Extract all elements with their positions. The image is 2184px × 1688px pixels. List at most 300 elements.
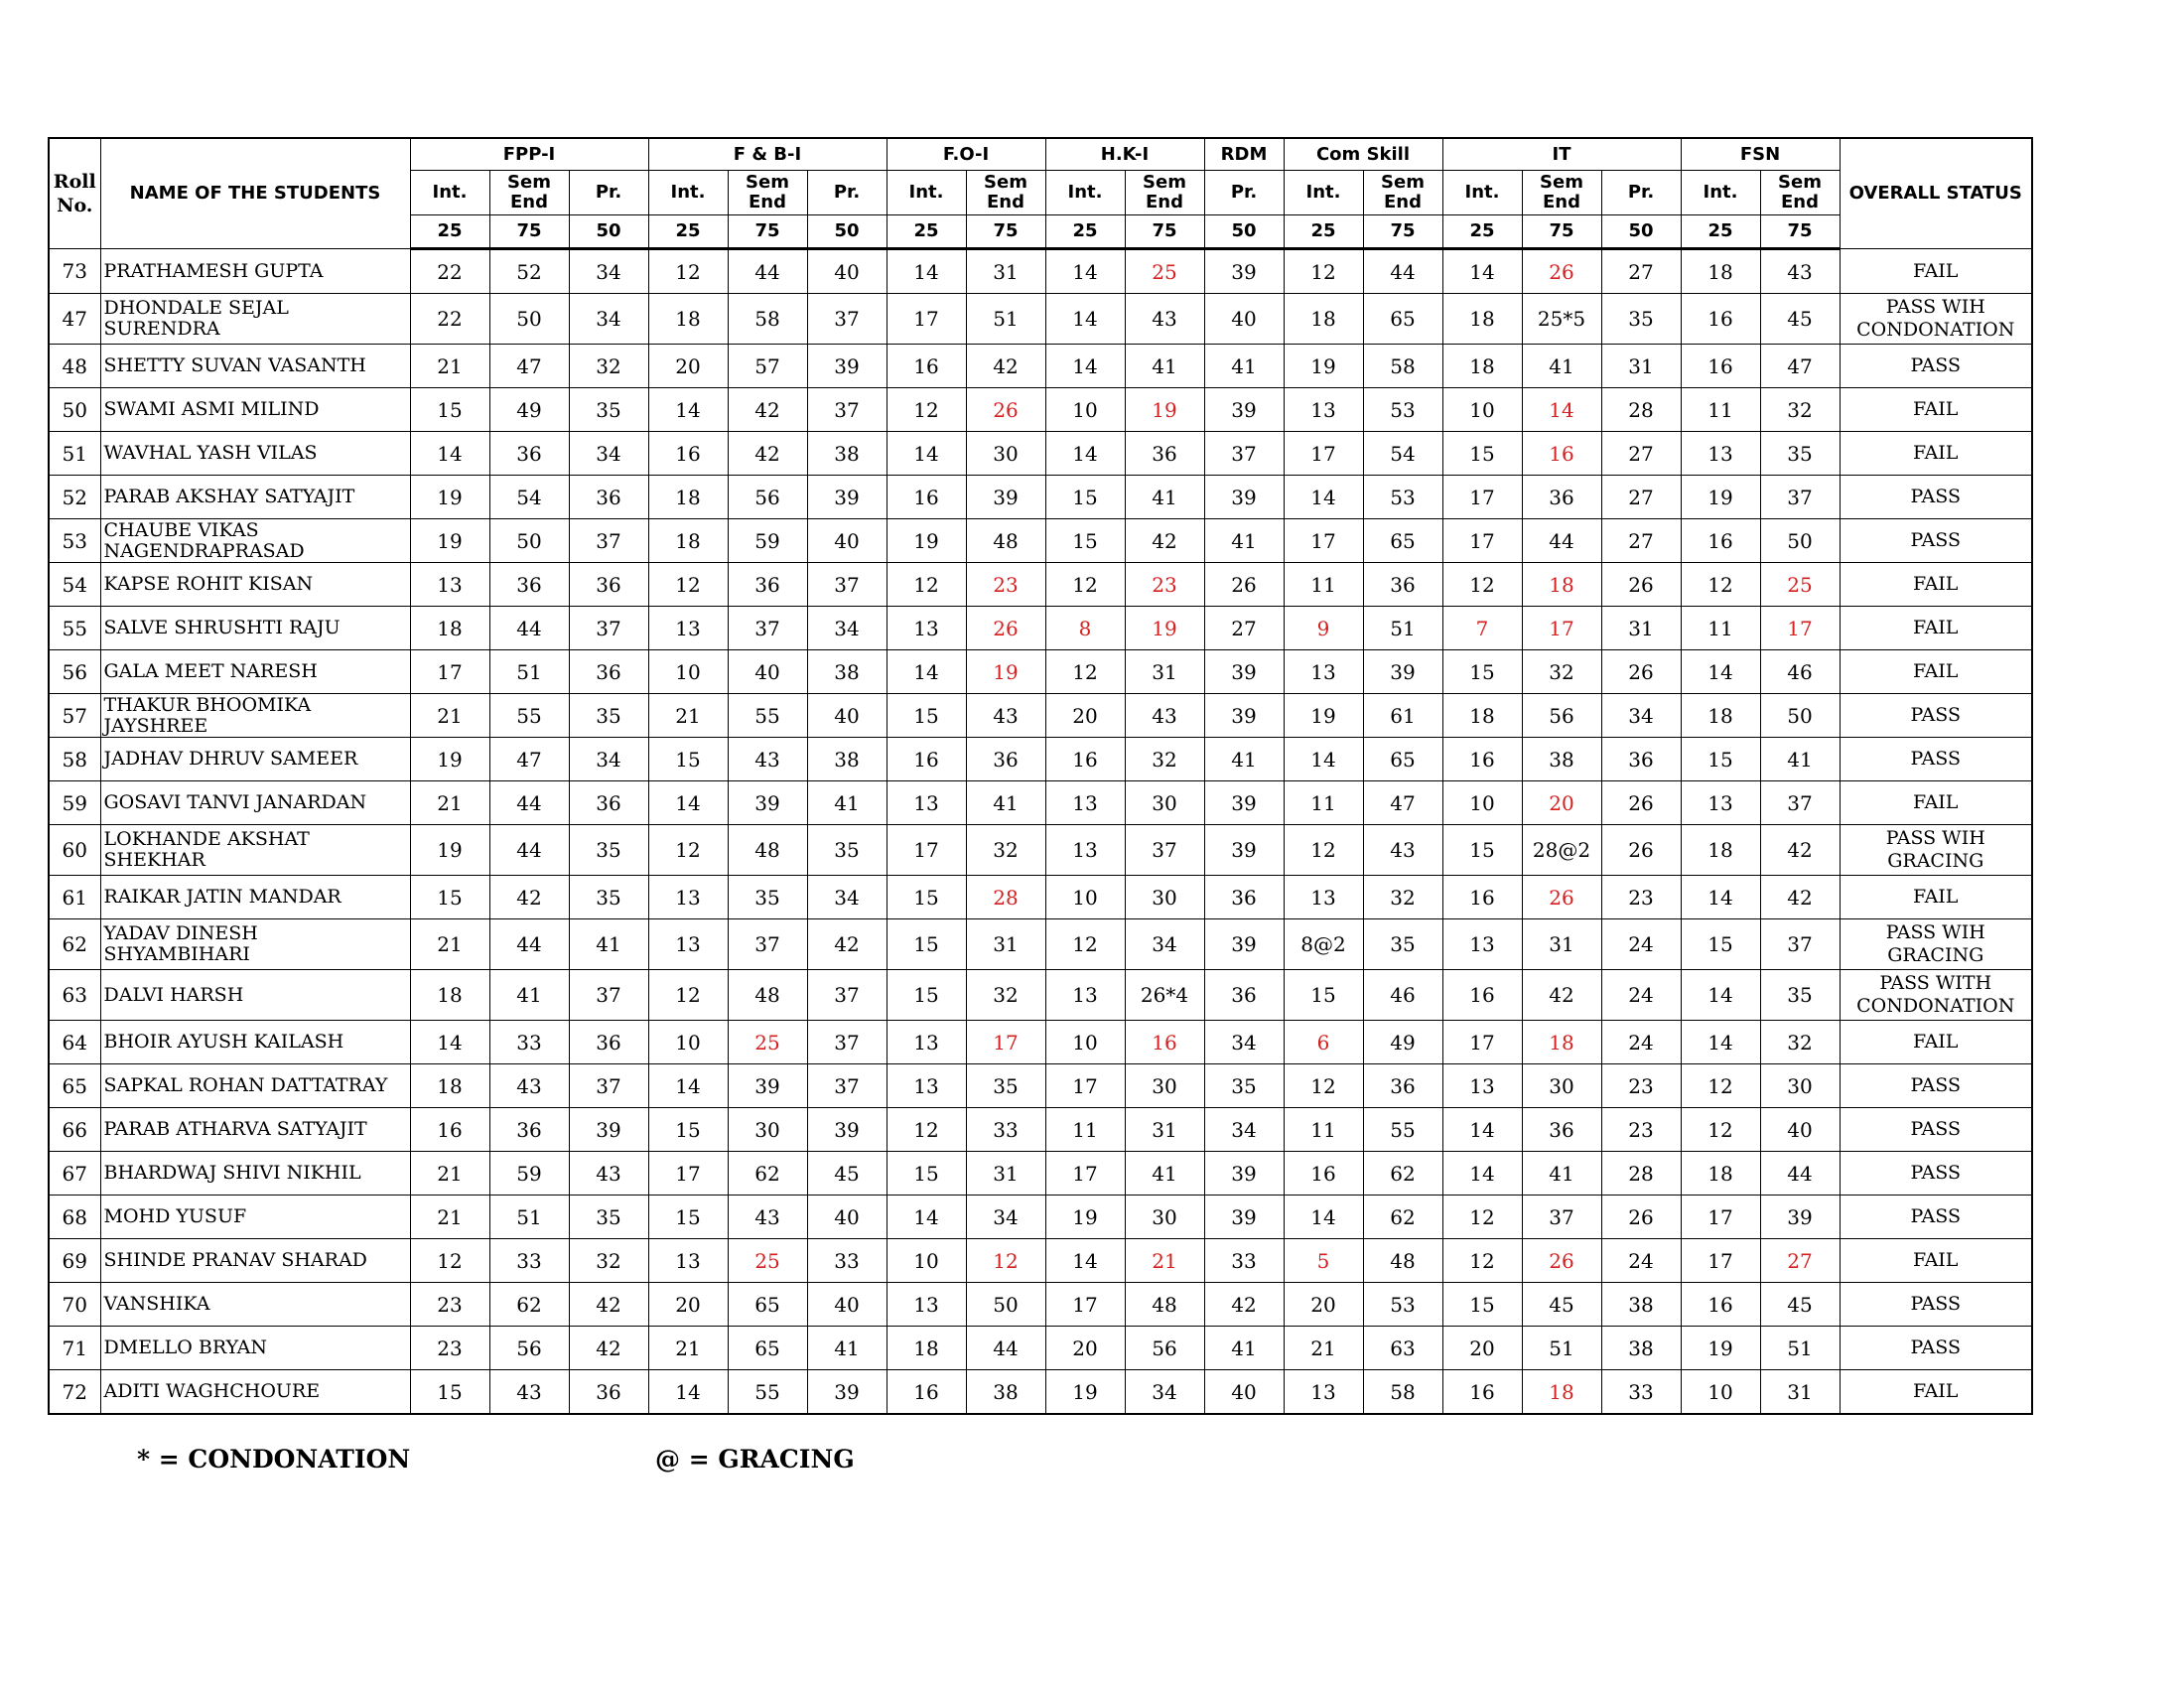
roll-no-cell: 48	[49, 345, 100, 388]
mark-cell: 20	[1045, 694, 1125, 738]
student-name-cell: SHETTY SUVAN VASANTH	[100, 345, 410, 388]
mark-cell: 40	[728, 650, 807, 694]
mark-cell: 17	[887, 294, 966, 345]
mark-cell: 12	[1284, 825, 1363, 876]
mark-cell: 35	[1760, 970, 1840, 1021]
mark-cell: 33	[966, 1108, 1045, 1152]
mark-cell: 18	[648, 294, 728, 345]
overall-status-cell: PASS	[1840, 738, 2032, 781]
roll-no-cell: 73	[49, 249, 100, 294]
mark-cell: 35	[807, 825, 887, 876]
mark-cell: 38	[1601, 1327, 1681, 1370]
mark-cell: 14	[887, 1196, 966, 1239]
mark-cell: 65	[1363, 519, 1442, 563]
mark-cell: 17	[1442, 519, 1522, 563]
mark-cell: 19	[1681, 476, 1760, 519]
student-name-cell: THAKUR BHOOMIKA JAYSHREE	[100, 694, 410, 738]
mark-cell: 10	[887, 1239, 966, 1283]
mark-cell: 26	[1522, 876, 1601, 919]
mark-cell: 14	[887, 650, 966, 694]
mark-cell: 39	[728, 1064, 807, 1108]
mark-cell: 58	[1363, 1370, 1442, 1415]
mark-cell: 58	[1363, 345, 1442, 388]
student-name-cell: DHONDALE SEJAL SURENDRA	[100, 294, 410, 345]
mark-cell: 10	[1442, 388, 1522, 432]
mark-cell: 34	[966, 1196, 1045, 1239]
mark-cell: 27	[1601, 432, 1681, 476]
table-row	[49, 249, 2032, 294]
mark-cell: 36	[1363, 563, 1442, 607]
mark-cell: 23	[1125, 563, 1204, 607]
mark-cell: 36	[489, 1108, 569, 1152]
mark-cell: 41	[1125, 1152, 1204, 1196]
max-marks-header: 50	[807, 215, 887, 249]
mark-cell: 13	[648, 876, 728, 919]
mark-cell: 15	[648, 1108, 728, 1152]
mark-cell: 12	[648, 825, 728, 876]
component-header-f-b-i-pr: Pr.	[807, 171, 887, 215]
mark-cell: 17	[1045, 1283, 1125, 1327]
mark-cell: 32	[1760, 1021, 1840, 1064]
mark-cell: 38	[807, 650, 887, 694]
mark-cell: 43	[728, 1196, 807, 1239]
mark-cell: 12	[1442, 563, 1522, 607]
mark-cell: 40	[807, 519, 887, 563]
mark-cell: 18	[410, 607, 489, 650]
mark-cell: 26	[1601, 563, 1681, 607]
mark-cell: 11	[1045, 1108, 1125, 1152]
mark-cell: 46	[1760, 650, 1840, 694]
overall-status-cell: PASS	[1840, 1108, 2032, 1152]
mark-cell: 44	[1363, 249, 1442, 294]
mark-cell: 36	[1363, 1064, 1442, 1108]
mark-cell: 35	[569, 694, 648, 738]
table-row	[49, 919, 2032, 970]
mark-cell: 13	[1284, 388, 1363, 432]
roll-no-cell: 67	[49, 1152, 100, 1196]
mark-cell: 18	[410, 970, 489, 1021]
mark-cell: 17	[648, 1152, 728, 1196]
overall-status-cell: FAIL	[1840, 650, 2032, 694]
mark-cell: 18	[1522, 1370, 1601, 1415]
max-marks-header: 75	[1522, 215, 1601, 249]
mark-cell: 34	[569, 738, 648, 781]
mark-cell: 16	[887, 1370, 966, 1415]
mark-cell: 24	[1601, 919, 1681, 970]
mark-cell: 17	[1681, 1239, 1760, 1283]
mark-cell: 15	[887, 1152, 966, 1196]
mark-cell: 14	[1045, 294, 1125, 345]
mark-cell: 18	[1681, 694, 1760, 738]
mark-cell: 14	[1045, 432, 1125, 476]
mark-cell: 30	[728, 1108, 807, 1152]
mark-cell: 38	[807, 432, 887, 476]
mark-cell: 43	[966, 694, 1045, 738]
mark-cell: 25	[728, 1021, 807, 1064]
roll-no-cell: 47	[49, 294, 100, 345]
mark-cell: 41	[1204, 1327, 1284, 1370]
subject-header-f-o-i: F.O-I	[887, 138, 1045, 171]
mark-cell: 37	[807, 294, 887, 345]
overall-status-cell: PASS	[1840, 1152, 2032, 1196]
mark-cell: 27	[1204, 607, 1284, 650]
mark-cell: 59	[489, 1152, 569, 1196]
mark-cell: 19	[410, 476, 489, 519]
mark-cell: 10	[648, 1021, 728, 1064]
mark-cell: 53	[1363, 1283, 1442, 1327]
table-row	[49, 781, 2032, 825]
max-marks-header: 25	[887, 215, 966, 249]
table-row	[49, 738, 2032, 781]
mark-cell: 15	[1284, 970, 1363, 1021]
student-name-cell: KAPSE ROHIT KISAN	[100, 563, 410, 607]
mark-cell: 37	[569, 1064, 648, 1108]
mark-cell: 39	[807, 345, 887, 388]
results-table	[48, 137, 2033, 1415]
mark-cell: 35	[1760, 432, 1840, 476]
mark-cell: 48	[728, 825, 807, 876]
student-name-cell: ADITI WAGHCHOURE	[100, 1370, 410, 1415]
table-row	[49, 825, 2032, 876]
mark-cell: 59	[728, 519, 807, 563]
mark-cell: 13	[648, 1239, 728, 1283]
roll-no-cell: 54	[49, 563, 100, 607]
table-row	[49, 388, 2032, 432]
mark-cell: 40	[807, 1196, 887, 1239]
subject-header-it: IT	[1442, 138, 1681, 171]
mark-cell: 10	[1045, 876, 1125, 919]
table-row	[49, 1327, 2032, 1370]
mark-cell: 14	[1442, 1108, 1522, 1152]
mark-cell: 35	[569, 388, 648, 432]
mark-cell: 31	[1125, 1108, 1204, 1152]
mark-cell: 45	[1760, 1283, 1840, 1327]
student-name-cell: RAIKAR JATIN MANDAR	[100, 876, 410, 919]
mark-cell: 22	[410, 249, 489, 294]
mark-cell: 39	[807, 476, 887, 519]
max-marks-header: 25	[1442, 215, 1522, 249]
mark-cell: 13	[1442, 1064, 1522, 1108]
student-name-cell: GALA MEET NARESH	[100, 650, 410, 694]
mark-cell: 42	[1522, 970, 1601, 1021]
component-header-it-pr: Pr.	[1601, 171, 1681, 215]
mark-cell: 37	[807, 1021, 887, 1064]
mark-cell: 19	[410, 825, 489, 876]
mark-cell: 35	[569, 876, 648, 919]
gracing-legend: @ = GRACING	[655, 1445, 855, 1474]
mark-cell: 19	[1681, 1327, 1760, 1370]
mark-cell: 12	[1681, 563, 1760, 607]
mark-cell: 16	[648, 432, 728, 476]
mark-cell: 17	[887, 825, 966, 876]
mark-cell: 63	[1363, 1327, 1442, 1370]
mark-cell: 10	[648, 650, 728, 694]
mark-cell: 36	[489, 432, 569, 476]
mark-cell: 39	[1204, 1196, 1284, 1239]
mark-cell: 56	[728, 476, 807, 519]
mark-cell: 28	[1601, 388, 1681, 432]
student-name-cell: SALVE SHRUSHTI RAJU	[100, 607, 410, 650]
mark-cell: 14	[410, 1021, 489, 1064]
mark-cell: 31	[966, 1152, 1045, 1196]
mark-cell: 34	[1125, 1370, 1204, 1415]
mark-cell: 43	[569, 1152, 648, 1196]
mark-cell: 51	[1522, 1327, 1601, 1370]
overall-status-cell: FAIL	[1840, 563, 2032, 607]
mark-cell: 42	[1760, 876, 1840, 919]
mark-cell: 14	[648, 1370, 728, 1415]
mark-cell: 39	[1204, 919, 1284, 970]
mark-cell: 39	[728, 781, 807, 825]
mark-cell: 12	[1284, 249, 1363, 294]
mark-cell: 39	[807, 1370, 887, 1415]
overall-status-cell: PASS	[1840, 1064, 2032, 1108]
mark-cell: 11	[1681, 388, 1760, 432]
mark-cell: 26*4	[1125, 970, 1204, 1021]
mark-cell: 56	[1125, 1327, 1204, 1370]
mark-cell: 15	[1442, 1283, 1522, 1327]
mark-cell: 12	[1045, 919, 1125, 970]
student-name-cell: BHOIR AYUSH KAILASH	[100, 1021, 410, 1064]
mark-cell: 42	[569, 1327, 648, 1370]
mark-cell: 21	[648, 1327, 728, 1370]
component-header-it-sem-end: Sem End	[1522, 171, 1601, 215]
roll-no-cell: 71	[49, 1327, 100, 1370]
mark-cell: 41	[1125, 345, 1204, 388]
mark-cell: 23	[966, 563, 1045, 607]
mark-cell: 13	[887, 607, 966, 650]
mark-cell: 16	[887, 345, 966, 388]
overall-status-cell: PASS WIH GRACING	[1840, 919, 2032, 970]
mark-cell: 23	[1601, 1108, 1681, 1152]
mark-cell: 26	[966, 388, 1045, 432]
table-row	[49, 650, 2032, 694]
overall-status-header: OVERALL STATUS	[1840, 138, 2032, 249]
mark-cell: 34	[1125, 919, 1204, 970]
mark-cell: 38	[1522, 738, 1601, 781]
mark-cell: 50	[489, 294, 569, 345]
mark-cell: 18	[1522, 563, 1601, 607]
mark-cell: 19	[410, 738, 489, 781]
mark-cell: 44	[1522, 519, 1601, 563]
mark-cell: 19	[966, 650, 1045, 694]
mark-cell: 34	[1204, 1021, 1284, 1064]
roll-no-cell: 62	[49, 919, 100, 970]
student-name-cell: YADAV DINESH SHYAMBIHARI	[100, 919, 410, 970]
student-name-cell: PARAB AKSHAY SATYAJIT	[100, 476, 410, 519]
subject-header-fsn: FSN	[1681, 138, 1840, 171]
mark-cell: 19	[1125, 388, 1204, 432]
mark-cell: 50	[1760, 519, 1840, 563]
student-name-cell: JADHAV DHRUV SAMEER	[100, 738, 410, 781]
mark-cell: 19	[410, 519, 489, 563]
mark-cell: 37	[728, 607, 807, 650]
mark-cell: 39	[1204, 781, 1284, 825]
overall-status-cell: PASS	[1840, 694, 2032, 738]
mark-cell: 41	[1125, 476, 1204, 519]
mark-cell: 12	[1442, 1239, 1522, 1283]
mark-cell: 11	[1284, 781, 1363, 825]
mark-cell: 44	[489, 825, 569, 876]
mark-cell: 27	[1601, 519, 1681, 563]
mark-cell: 40	[1204, 294, 1284, 345]
max-marks-header: 50	[1204, 215, 1284, 249]
mark-cell: 10	[1442, 781, 1522, 825]
mark-cell: 31	[966, 249, 1045, 294]
mark-cell: 17	[410, 650, 489, 694]
student-name-cell: DMELLO BRYAN	[100, 1327, 410, 1370]
mark-cell: 37	[807, 563, 887, 607]
mark-cell: 17	[1760, 607, 1840, 650]
mark-cell: 40	[1204, 1370, 1284, 1415]
mark-cell: 14	[648, 781, 728, 825]
mark-cell: 15	[648, 1196, 728, 1239]
mark-cell: 32	[569, 1239, 648, 1283]
mark-cell: 14	[1045, 1239, 1125, 1283]
mark-cell: 39	[1204, 249, 1284, 294]
mark-cell: 14	[1045, 249, 1125, 294]
roll-no-cell: 58	[49, 738, 100, 781]
mark-cell: 44	[489, 781, 569, 825]
mark-cell: 13	[887, 1021, 966, 1064]
mark-cell: 12	[887, 1108, 966, 1152]
mark-cell: 42	[1760, 825, 1840, 876]
mark-cell: 36	[569, 650, 648, 694]
student-name-cell: PRATHAMESH GUPTA	[100, 249, 410, 294]
component-header-f-b-i-int: Int.	[648, 171, 728, 215]
mark-cell: 62	[1363, 1196, 1442, 1239]
mark-cell: 24	[1601, 970, 1681, 1021]
mark-cell: 32	[569, 345, 648, 388]
mark-cell: 43	[728, 738, 807, 781]
component-header-f-o-i-sem-end: Sem End	[966, 171, 1045, 215]
mark-cell: 54	[489, 476, 569, 519]
mark-cell: 21	[410, 345, 489, 388]
roll-no-cell: 52	[49, 476, 100, 519]
mark-cell: 14	[1681, 1021, 1760, 1064]
mark-cell: 10	[1045, 1021, 1125, 1064]
mark-cell: 37	[1125, 825, 1204, 876]
student-name-cell: SAPKAL ROHAN DATTATRAY	[100, 1064, 410, 1108]
mark-cell: 34	[569, 294, 648, 345]
component-header-fpp-i-pr: Pr.	[569, 171, 648, 215]
mark-cell: 23	[410, 1327, 489, 1370]
mark-cell: 7	[1442, 607, 1522, 650]
mark-cell: 35	[966, 1064, 1045, 1108]
mark-cell: 14	[1284, 476, 1363, 519]
mark-cell: 16	[1442, 1370, 1522, 1415]
mark-cell: 11	[1681, 607, 1760, 650]
component-header-rdm-pr: Pr.	[1204, 171, 1284, 215]
mark-cell: 41	[569, 919, 648, 970]
roll-no-cell: 55	[49, 607, 100, 650]
mark-cell: 43	[1125, 294, 1204, 345]
mark-cell: 37	[1204, 432, 1284, 476]
mark-cell: 53	[1363, 388, 1442, 432]
mark-cell: 19	[1125, 607, 1204, 650]
mark-cell: 28@2	[1522, 825, 1601, 876]
mark-cell: 25	[1760, 563, 1840, 607]
mark-cell: 18	[410, 1064, 489, 1108]
mark-cell: 36	[569, 476, 648, 519]
mark-cell: 35	[1204, 1064, 1284, 1108]
mark-cell: 17	[1284, 432, 1363, 476]
mark-cell: 33	[807, 1239, 887, 1283]
mark-cell: 34	[1204, 1108, 1284, 1152]
mark-cell: 40	[807, 1283, 887, 1327]
mark-cell: 16	[1681, 345, 1760, 388]
mark-cell: 42	[728, 432, 807, 476]
mark-cell: 42	[1204, 1283, 1284, 1327]
mark-cell: 24	[1601, 1021, 1681, 1064]
mark-cell: 12	[648, 563, 728, 607]
mark-cell: 35	[728, 876, 807, 919]
mark-cell: 41	[1522, 1152, 1601, 1196]
mark-cell: 18	[648, 519, 728, 563]
roll-no-cell: 70	[49, 1283, 100, 1327]
mark-cell: 55	[1363, 1108, 1442, 1152]
mark-cell: 32	[1522, 650, 1601, 694]
mark-cell: 35	[1601, 294, 1681, 345]
mark-cell: 21	[1125, 1239, 1204, 1283]
mark-cell: 19	[887, 519, 966, 563]
component-header-com-skill-sem-end: Sem End	[1363, 171, 1442, 215]
mark-cell: 17	[1045, 1152, 1125, 1196]
mark-cell: 11	[1284, 1108, 1363, 1152]
student-name-cell: DALVI HARSH	[100, 970, 410, 1021]
mark-cell: 31	[1601, 345, 1681, 388]
mark-cell: 6	[1284, 1021, 1363, 1064]
roll-no-cell: 63	[49, 970, 100, 1021]
mark-cell: 21	[410, 1196, 489, 1239]
overall-status-cell: FAIL	[1840, 607, 2032, 650]
mark-cell: 20	[1045, 1327, 1125, 1370]
mark-cell: 20	[1522, 781, 1601, 825]
mark-cell: 41	[1204, 345, 1284, 388]
mark-cell: 35	[1363, 919, 1442, 970]
overall-status-cell: FAIL	[1840, 781, 2032, 825]
table-row	[49, 1064, 2032, 1108]
mark-cell: 39	[807, 1108, 887, 1152]
mark-cell: 34	[807, 607, 887, 650]
mark-cell: 20	[648, 1283, 728, 1327]
mark-cell: 14	[1681, 876, 1760, 919]
mark-cell: 36	[1204, 876, 1284, 919]
mark-cell: 16	[1125, 1021, 1204, 1064]
mark-cell: 37	[569, 519, 648, 563]
mark-cell: 21	[410, 1152, 489, 1196]
mark-cell: 51	[1363, 607, 1442, 650]
mark-cell: 31	[1125, 650, 1204, 694]
mark-cell: 32	[1125, 738, 1204, 781]
mark-cell: 43	[1125, 694, 1204, 738]
overall-status-cell: PASS	[1840, 476, 2032, 519]
mark-cell: 37	[1760, 781, 1840, 825]
mark-cell: 30	[1760, 1064, 1840, 1108]
roll-no-header: Roll No.	[49, 138, 100, 249]
mark-cell: 40	[1760, 1108, 1840, 1152]
mark-cell: 14	[1681, 650, 1760, 694]
table-row	[49, 876, 2032, 919]
mark-cell: 15	[887, 970, 966, 1021]
mark-cell: 14	[887, 432, 966, 476]
mark-cell: 14	[648, 388, 728, 432]
max-marks-header: 75	[489, 215, 569, 249]
max-marks-header: 75	[728, 215, 807, 249]
table-row	[49, 1108, 2032, 1152]
mark-cell: 12	[1681, 1108, 1760, 1152]
component-header-h-k-i-int: Int.	[1045, 171, 1125, 215]
